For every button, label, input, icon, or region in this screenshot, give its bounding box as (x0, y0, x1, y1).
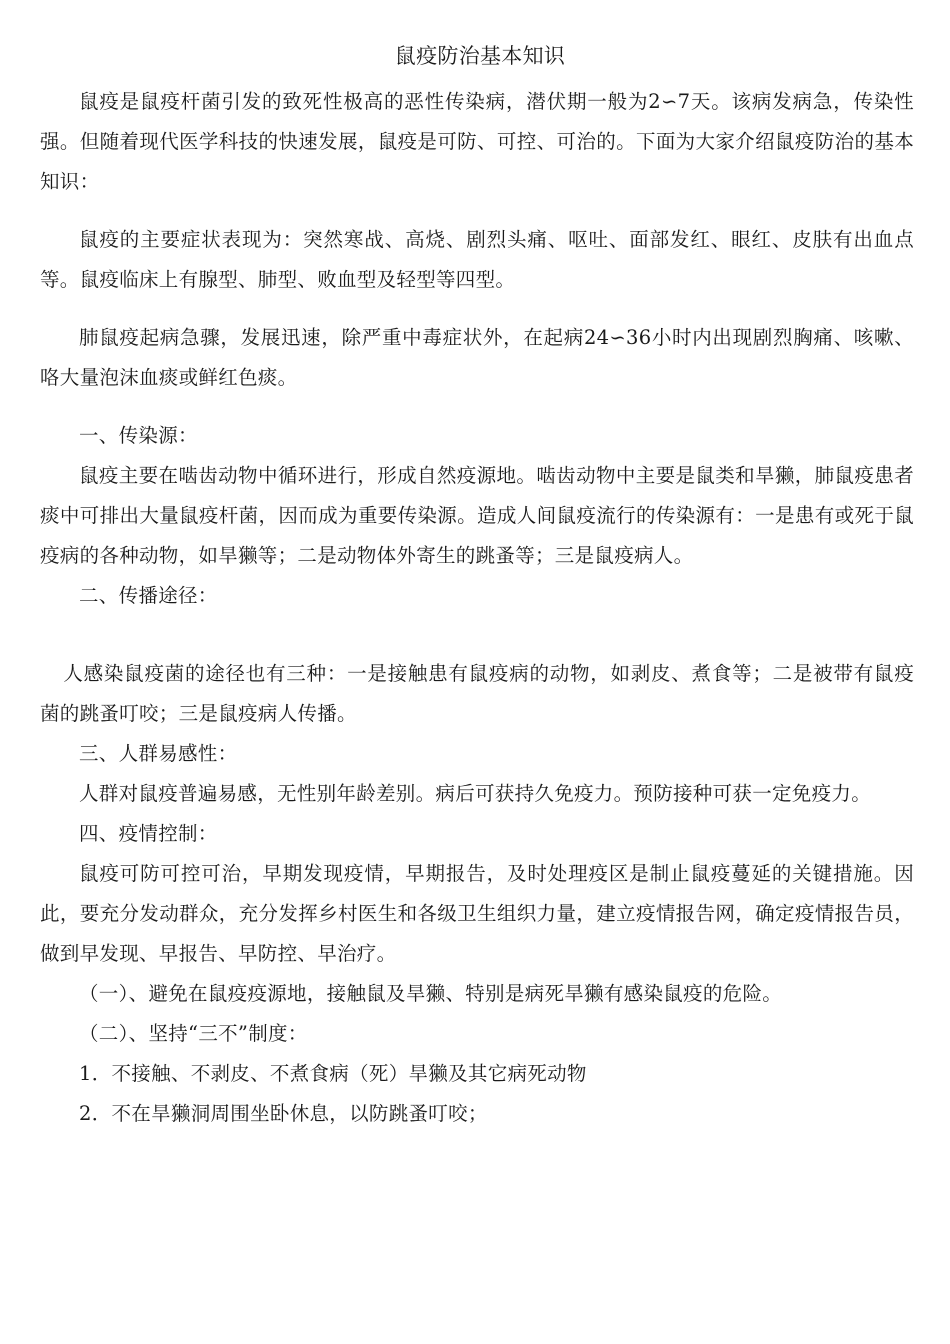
measure-item-3: 1．不接触、不剥皮、不煮食病（死）旱獭及其它病死动物 (79, 1062, 587, 1085)
document-page (40, 40, 914, 1134)
measure-item-2: （二）、坚持“三不”制度： (79, 1022, 308, 1045)
section-body-susceptibility: 人群对鼠疫普遍易感，无性别年龄差别。病后可获持久免疫力。预防接种可获一定免疫力。 (79, 782, 872, 805)
spacer (40, 202, 914, 220)
section-body-infection-source: 鼠疫主要在啮齿动物中循环进行，形成自然疫源地。啮齿动物中主要是鼠类和旱獭，肺鼠疫患者痰中可排出大量鼠疫杆菌，因而成为重要传染源。造成人间鼠疫流行的传染源有：一是患有或死于鼠疫病的各种动物，如旱獭等；二是动物体外寄生的跳蚤等；三是鼠疫病人。 (40, 464, 914, 567)
section-body-epidemic-control: 鼠疫可防可控可治，早期发现疫情，早期报告，及时处理疫区是制止鼠疫蔓延的关键措施。因此，要充分发动群众，充分发挥乡村医生和各级卫生组织力量，建立疫情报告网，确定疫情报告员，做到早发现、早报告、早防控、早治疗。 (40, 862, 914, 965)
spacer (40, 300, 914, 318)
document-title: 鼠疫防治基本知识 (394, 44, 566, 68)
measure-item-4: 2．不在旱獭洞周围坐卧休息，以防跳蚤叮咬； (79, 1102, 488, 1125)
section-heading-susceptibility: 三、人群易感性： (79, 742, 238, 765)
spacer (40, 616, 914, 654)
measure-item-1: （一）、避免在鼠疫疫源地，接触鼠及旱獭、特别是病死旱獭有感染鼠疫的危险。 (79, 982, 783, 1005)
section-heading-transmission: 二、传播途径： (79, 584, 218, 607)
intro-paragraph: 鼠疫是鼠疫杆菌引发的致死性极高的恶性传染病，潜伏期一般为2∽7天。该病发病急，传染性强。但随着现代医学科技的快速发展，鼠疫是可防、可控、可治的。下面为大家介绍鼠疫防治的基本知识： (40, 90, 914, 193)
symptoms-paragraph: 鼠疫的主要症状表现为：突然寒战、高烧、剧烈头痛、呕吐、面部发红、眼红、皮肤有出血点等。鼠疫临床上有腺型、肺型、败血型及轻型等四型。 (40, 228, 914, 291)
section-heading-infection-source: 一、传染源： (79, 424, 198, 447)
section-heading-epidemic-control: 四、疫情控制： (79, 822, 218, 845)
section-body-transmission: 人感染鼠疫菌的途径也有三种：一是接触患有鼠疫病的动物，如剥皮、煮食等；二是被带有鼠疫菌的跳蚤叮咬；三是鼠疫病人传播。 (40, 662, 914, 725)
spacer (40, 398, 914, 416)
lung-plague-paragraph: 肺鼠疫起病急骤，发展迅速，除严重中毒症状外，在起病24∽36小时内出现剧烈胸痛、咳嗽、咯大量泡沫血痰或鲜红色痰。 (40, 326, 914, 389)
